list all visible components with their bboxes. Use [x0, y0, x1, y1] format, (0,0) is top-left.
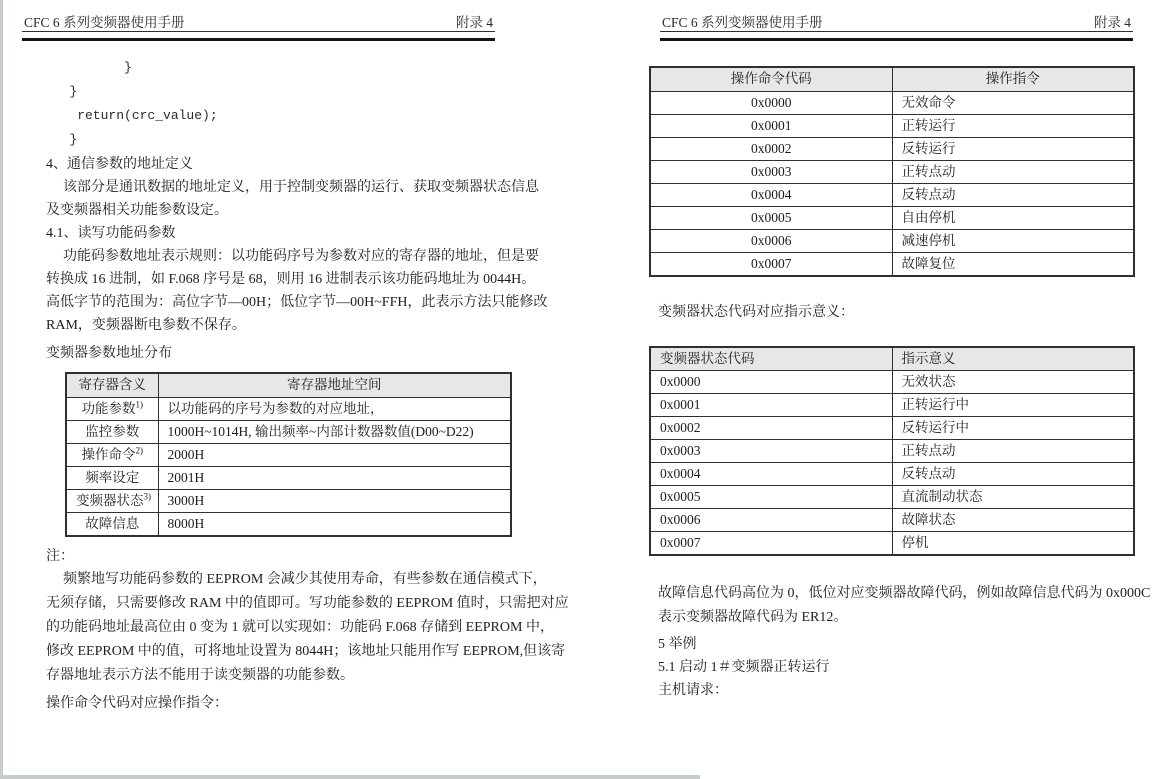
footnote-mark: 3) [143, 491, 151, 501]
scan-edge-bottom [0, 775, 700, 779]
host-request-label: 主机请求： [658, 683, 728, 698]
column-header: 变频器状态代码 [650, 347, 892, 371]
table-row [650, 394, 1134, 417]
inverter-status-table [649, 346, 1135, 557]
manual-title: CFC 6 系列变频器使用手册 [662, 15, 823, 30]
register-address: 以功能码的序号为参数的对应地址， [158, 397, 511, 420]
paragraph-line: 该部分是通讯数据的地址定义，用于控制变频器的运行、获取变频器状态信息 [63, 180, 539, 195]
page-header-left [22, 14, 495, 35]
status-meaning: 正转运行中 [892, 394, 1134, 417]
table-row [650, 160, 1134, 183]
register-name: 功能参数 [81, 400, 136, 416]
status-code: 0x0005 [650, 486, 892, 509]
page-header-right [660, 14, 1133, 35]
section41-heading: 4.1、读写功能码参数 [46, 226, 176, 241]
fault-info-line: 表示变频器故障代码为 ER12。 [658, 610, 848, 625]
status-meaning: 无效状态 [892, 371, 1134, 394]
table-row [650, 229, 1134, 252]
table-row [66, 443, 511, 466]
command-meaning: 正转运行 [892, 114, 1134, 137]
command-meaning: 反转运行 [892, 137, 1134, 160]
note-line: 频繁地写功能码参数的 EEPROM 会减少其使用寿命，有些参数在通信模式下， [63, 571, 547, 587]
status-code: 0x0002 [650, 417, 892, 440]
command-meaning: 无效命令 [892, 91, 1134, 114]
table-row [650, 371, 1134, 394]
table-row [650, 509, 1134, 532]
paragraph-line: 及变频器相关功能参数设定。 [46, 203, 228, 218]
command-code: 0x0002 [650, 137, 892, 160]
table-row [66, 397, 511, 420]
status-meaning: 直流制动状态 [892, 486, 1134, 509]
table-row [66, 420, 511, 443]
status-meaning: 正转点动 [892, 440, 1134, 463]
section51-heading: 5.1 启动 1＃变频器正转运行 [658, 660, 830, 675]
register-address: 1000H~1014H, 输出频率~内部计数器数值(D00~D22) [158, 420, 511, 443]
register-address: 2000H [158, 443, 511, 466]
status-meaning: 反转点动 [892, 463, 1134, 486]
register-address: 3000H [158, 489, 511, 512]
note-line: 的功能码地址最高位由 0 变为 1 就可以实现如：功能码 F.068 存储到 EEPROM 中， [46, 619, 554, 635]
register-name: 监控参数 [85, 423, 140, 439]
table-row [650, 463, 1134, 486]
status-code: 0x0000 [650, 371, 892, 394]
note-line: 修改 EEPROM 中的值，可将地址设置为 8044H；该地址只能用作写 EEPROM,但该寄 [46, 643, 566, 659]
command-code: 0x0004 [650, 183, 892, 206]
status-meaning: 反转运行中 [892, 417, 1134, 440]
note-line: 无须存储，只需要修改 RAM 中的值即可。写功能参数的 EEPROM 值时，只需把对应 [46, 595, 569, 611]
table-row [650, 206, 1134, 229]
command-code: 0x0006 [650, 229, 892, 252]
column-header: 操作指令 [892, 67, 1134, 91]
status-table-caption: 变频器状态代码对应指示意义： [658, 304, 854, 320]
footnote-mark: 1) [135, 399, 143, 409]
section5-heading: 5 举例 [658, 637, 697, 652]
table-row [650, 183, 1134, 206]
code-line: return(crc_value); [46, 108, 218, 123]
register-address: 2001H [158, 466, 511, 489]
table-row [650, 532, 1134, 556]
note-heading: 注： [46, 548, 74, 564]
command-meaning: 正转点动 [892, 160, 1134, 183]
address-table-caption: 变频器参数地址分布 [46, 346, 172, 361]
register-name: 频率设定 [85, 469, 140, 485]
command-meaning: 故障复位 [892, 252, 1134, 276]
column-header: 寄存器地址空间 [158, 373, 511, 397]
appendix-ref: 附录 4 [455, 15, 493, 30]
page-right [649, 14, 1151, 702]
column-header: 操作命令代码 [650, 67, 892, 91]
table-row [650, 252, 1134, 276]
table-row [650, 137, 1134, 160]
register-address: 8000H [158, 512, 511, 536]
register-name: 故障信息 [85, 515, 140, 531]
section4-heading: 4、通信参数的地址定义 [46, 157, 193, 172]
table-row [650, 114, 1134, 137]
scan-edge-left [0, 0, 3, 779]
operation-command-table [649, 66, 1135, 277]
status-code: 0x0001 [650, 394, 892, 417]
command-code: 0x0003 [650, 160, 892, 183]
column-header: 指示意义 [892, 347, 1134, 371]
code-line: } [46, 132, 78, 147]
command-code: 0x0005 [650, 206, 892, 229]
paragraph-line: RAM，变频器断电参数不保存。 [46, 318, 246, 333]
command-meaning: 减速停机 [892, 229, 1134, 252]
status-code: 0x0007 [650, 532, 892, 556]
table-row [650, 486, 1134, 509]
table-row [650, 91, 1134, 114]
command-code: 0x0000 [650, 91, 892, 114]
table-row [66, 466, 511, 489]
table-row [650, 417, 1134, 440]
code-block [46, 56, 512, 152]
address-table [65, 372, 512, 537]
paragraph-line: 功能码参数地址表示规则：以功能码序号为参数对应的寄存器的地址，但是要 [63, 249, 539, 264]
footnote-mark: 2) [135, 445, 143, 455]
command-code: 0x0001 [650, 114, 892, 137]
table-row [66, 512, 511, 536]
code-line: } [46, 60, 132, 75]
command-table-caption: 操作命令代码对应操作指令： [46, 695, 228, 711]
status-code: 0x0006 [650, 509, 892, 532]
address-table-header-row [66, 373, 511, 397]
page-left [24, 14, 569, 715]
register-name: 变频器状态 [76, 492, 144, 508]
command-code: 0x0007 [650, 252, 892, 276]
paragraph-line: 高低字节的范围为：高位字节—00H；低位字节—00H~FFH，此表示方法只能修改 [46, 295, 548, 310]
column-header: 寄存器含义 [66, 373, 158, 397]
status-code: 0x0003 [650, 440, 892, 463]
table-row [650, 440, 1134, 463]
appendix-ref: 附录 4 [1093, 15, 1131, 30]
command-meaning: 自由停机 [892, 206, 1134, 229]
manual-title: CFC 6 系列变频器使用手册 [24, 15, 185, 30]
code-line: } [46, 84, 78, 99]
register-name: 操作命令 [81, 446, 136, 462]
table-row [66, 489, 511, 512]
command-meaning: 反转点动 [892, 183, 1134, 206]
command-table-header-row [650, 67, 1134, 91]
status-table-header-row [650, 347, 1134, 371]
status-meaning: 停机 [892, 532, 1134, 556]
fault-info-line: 故障信息代码高位为 0，低位对应变频器故障代码，例如故障信息代码为 0x000C [658, 586, 1151, 601]
note-line: 存器地址表示方法不能用于读变频器的功能参数。 [46, 667, 354, 683]
paragraph-line: 转换成 16 进制，如 F.068 序号是 68，则用 16 进制表示该功能码地址为 0044H。 [46, 272, 536, 287]
status-meaning: 故障状态 [892, 509, 1134, 532]
status-code: 0x0004 [650, 463, 892, 486]
